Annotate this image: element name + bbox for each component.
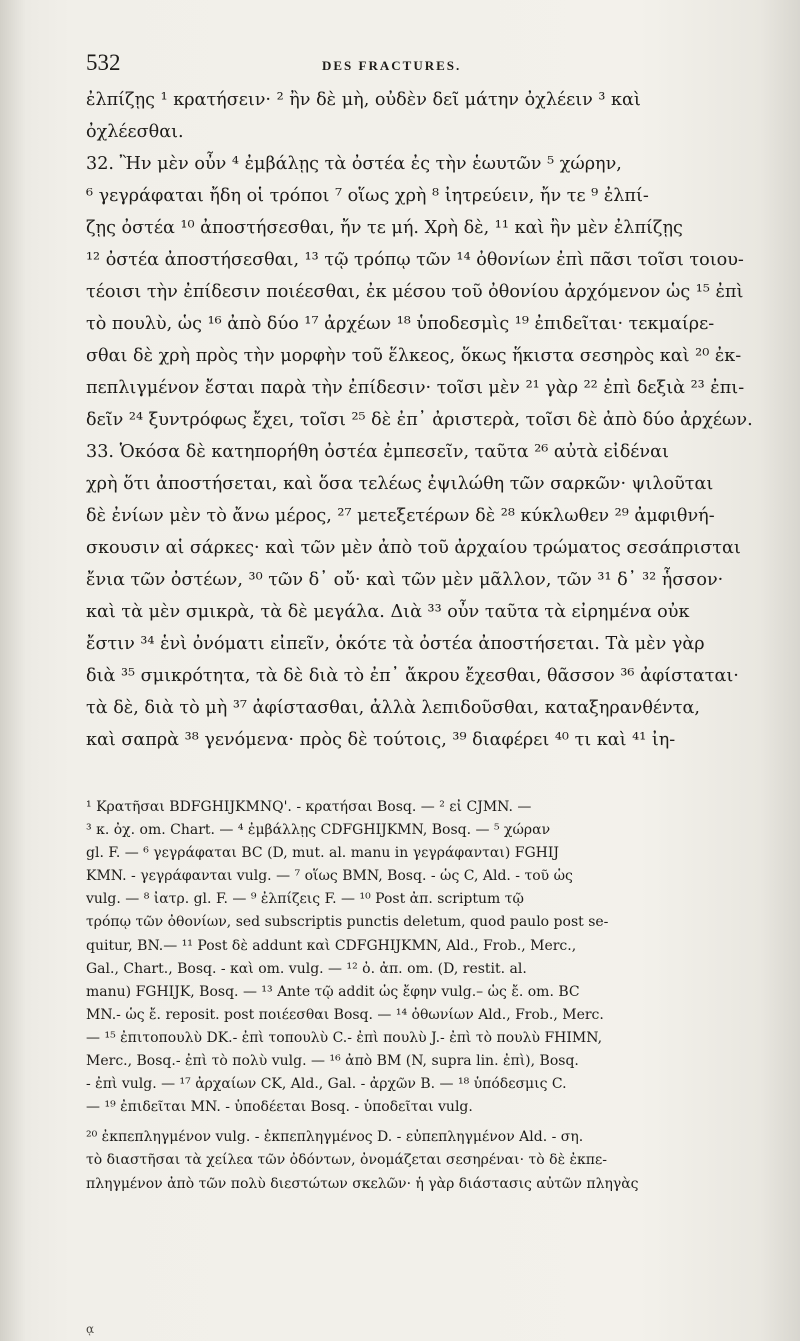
footnote-line: ²⁰ ἐκπεπληγμένον vulg. - ἐκπεπληγμένος D. - εὐπεπληγμένον Ald. - ση. [86,1129,584,1146]
text-line: ἔστιν ³⁴ ἑνὶ ὀνόματι εἰπεῖν, ὁκότε τὰ ὀστέα ἀποστήσεται. Τὰ μὲν γὰρ [86,634,705,654]
footnote-line: ¹ Κρατῆσαι BDFGHIJKMNQ'. - κρατήσαι Bosq. — ² εἰ CJMN. — [86,799,532,815]
footnote-line: Merc., Bosq.- ἐπὶ τὸ πολὺ vulg. — ¹⁶ ἀπὸ BM (N, supra lin. ἐπὶ), Bosq. [86,1053,579,1070]
text-line: 32. Ἢν μὲν οὖν ⁴ ἐμβάλῃς τὰ ὀστέα ἐς τὴν ἑωυτῶν ⁵ χώρην, [86,154,622,174]
footnotes [86,796,726,1196]
footnote-line: quitur, BN.— ¹¹ Post δὲ addunt καὶ CDFGHIJKMN, Ald., Frob., Merc., [86,937,577,954]
text-line: ¹² ὀστέα ἀποστήσεσθαι, ¹³ τῷ τρόπῳ τῶν ¹⁴ ὀθονίων ἐπὶ πᾶσι τοῖσι τοιου- [86,250,744,270]
footnote-line: KMN. - γεγράφανται vulg. — ⁷ οἵως BMN, Bosq. - ὡς C, Ald. - τοῦ ὡς [86,868,573,885]
text-line: ὀχλέεσθαι. [86,122,184,142]
footnote-line: gl. F. — ⁶ γεγράφαται BC (D, mut. al. manu in γεγράφανται) FGHIJ [86,845,560,862]
text-line: διὰ ³⁵ σμικρότητα, τὰ δὲ διὰ τὸ ἐπ᾽ ἄκρου ἔχεσθαι, θᾶσσον ³⁶ ἀφίσταται· [86,666,739,686]
text-line: πεπλιγμένον ἔσται παρὰ τὴν ἐπίδεσιν· τοῖσι μὲν ²¹ γὰρ ²² ἐπὶ δεξιὰ ²³ ἐπι- [86,378,745,398]
main-text [86,84,753,756]
footnote-line: - ἐπὶ vulg. — ¹⁷ ἀρχαίων CK, Ald., Gal. - ἀρχῶν B. — ¹⁸ ὑπόδεσμις C. [86,1076,567,1093]
text-line: ἔνια τῶν ὀστέων, ³⁰ τῶν δ᾽ οὔ· καὶ τῶν μὲν μᾶλλον, τῶν ³¹ δ᾽ ³² ἧσσον· [86,570,724,590]
text-line: καὶ τὰ μὲν σμικρὰ, τὰ δὲ μεγάλα. Διὰ ³³ οὖν ταῦτα τὰ εἰρημένα οὐκ [86,602,690,622]
footnote-line: ³ κ. ὀχ. om. Chart. — ⁴ ἐμβάλλῃς CDFGHIJKMN, Bosq. — ⁵ χώραν [86,822,551,839]
footnote-line: — ¹⁹ ἐπιδεῖται MN. - ὑποδέεται Bosq. - ὑποδεῖται vulg. [86,1099,473,1116]
footnote-line: Gal., Chart., Bosq. - καὶ om. vulg. — ¹² ὀ. ἀπ. om. (D, restit. al. [86,960,527,977]
bottom-signature-mark: ᾳ [86,1322,95,1336]
page-header [86,50,726,80]
text-line: τὰ δὲ, διὰ τὸ μὴ ³⁷ ἀφίστασθαι, ἀλλὰ λεπιδοῦσθαι, καταξηρανθέντα, [86,698,700,718]
footnote-line: vulg. — ⁸ ἰατρ. gl. F. — ⁹ ἐλπίζεις F. — ¹⁰ Post ἀπ. scriptum τῷ [86,891,524,908]
text-line: τὸ πουλὺ, ὡς ¹⁶ ἀπὸ δύο ¹⁷ ἀρχέων ¹⁸ ὑποδεσμὶς ¹⁹ ἐπιδεῖται· τεκμαίρε- [86,314,715,334]
footnote-line: πληγμένον ἀπὸ τῶν πολὺ διεστώτων σκελῶν· ἡ γὰρ διάστασις αὐτῶν πληγὰς [86,1175,639,1192]
footnote-line: τρόπῳ τῶν ὀθονίων, sed subscriptis punctis deletum, quod paulo post se- [86,914,609,931]
text-line: σκουσιν αἱ σάρκες· καὶ τῶν μὲν ἀπὸ τοῦ ἀρχαίου τρώματος σεσάπρισται [86,538,741,558]
text-line: 33. Ὁκόσα δὲ κατηπορήθη ὀστέα ἐμπεσεῖν, ταῦτα ²⁶ αὐτὰ εἰδέναι [86,442,669,462]
text-line: ⁶ γεγράφαται ἤδη οἱ τρόποι ⁷ οἵως χρὴ ⁸ ἰητρεύειν, ἤν τε ⁹ ἐλπί- [86,186,649,206]
footnote-line: τὸ διαστῆσαι τὰ χείλεα τῶν ὀδόντων, ὀνομάζεται σεσηρέναι· τὸ δὲ ἐκπε- [86,1152,607,1169]
text-line: σθαι δὲ χρὴ πρὸς τὴν μορφὴν τοῦ ἕλκεος, ὅκως ἥκιστα σεσηρὸς καὶ ²⁰ ἐκ- [86,346,742,366]
text-line: χρὴ ὅτι ἀποστήσεται, καὶ ὅσα τελέως ἐψιλώθη τῶν σαρκῶν· ψιλοῦται [86,474,714,494]
footnote-line: manu) FGHIJK, Bosq. — ¹³ Ante τῷ addit ὡς ἔφην vulg.– ὡς ἔ. om. BC [86,983,580,1000]
running-title: DES FRACTURES. [322,58,462,73]
text-line: καὶ σαπρὰ ³⁸ γενόμενα· πρὸς δὲ τούτοις, ³⁹ διαφέρει ⁴⁰ τι καὶ ⁴¹ ἰη- [86,730,676,750]
text-line: δὲ ἐνίων μὲν τὸ ἄνω μέρος, ²⁷ μετεξετέρων δὲ ²⁸ κύκλωθεν ²⁹ ἀμφιθνή- [86,506,715,526]
footnote-line: — ¹⁵ ἐπιτοπουλὺ DK.- ἐπὶ τοπουλὺ C.- ἐπὶ πουλὺ J.- ἐπὶ τὸ πουλὺ FHIMN, [86,1029,603,1046]
text-line: ζῃς ὀστέα ¹⁰ ἀποστήσεσθαι, ἤν τε μή. Χρὴ δὲ, ¹¹ καὶ ἢν μὲν ἐλπίζῃς [86,218,683,238]
footnote-line: MN.- ὡς ἔ. reposit. post ποιέεσθαι Bosq. — ¹⁴ ὀθωνίων Ald., Frob., Merc. [86,1006,604,1023]
text-line: ἐλπίζῃς ¹ κρατήσειν· ² ἢν δὲ μὴ, οὐδὲν δεῖ μάτην ὀχλέειν ³ καὶ [86,90,641,110]
text-line: δεῖν ²⁴ ξυντρόφως ἔχει, τοῖσι ²⁵ δὲ ἐπ᾽ ἀριστερὰ, τοῖσι δὲ ἀπὸ δύο ἀρχέων. [86,410,753,430]
text-line: τέοισι τὴν ἐπίδεσιν ποιέεσθαι, ἐκ μέσου τοῦ ὀθονίου ἀρχόμενον ὡς ¹⁵ ἐπὶ [86,282,744,302]
page-number: 532 [86,50,121,75]
